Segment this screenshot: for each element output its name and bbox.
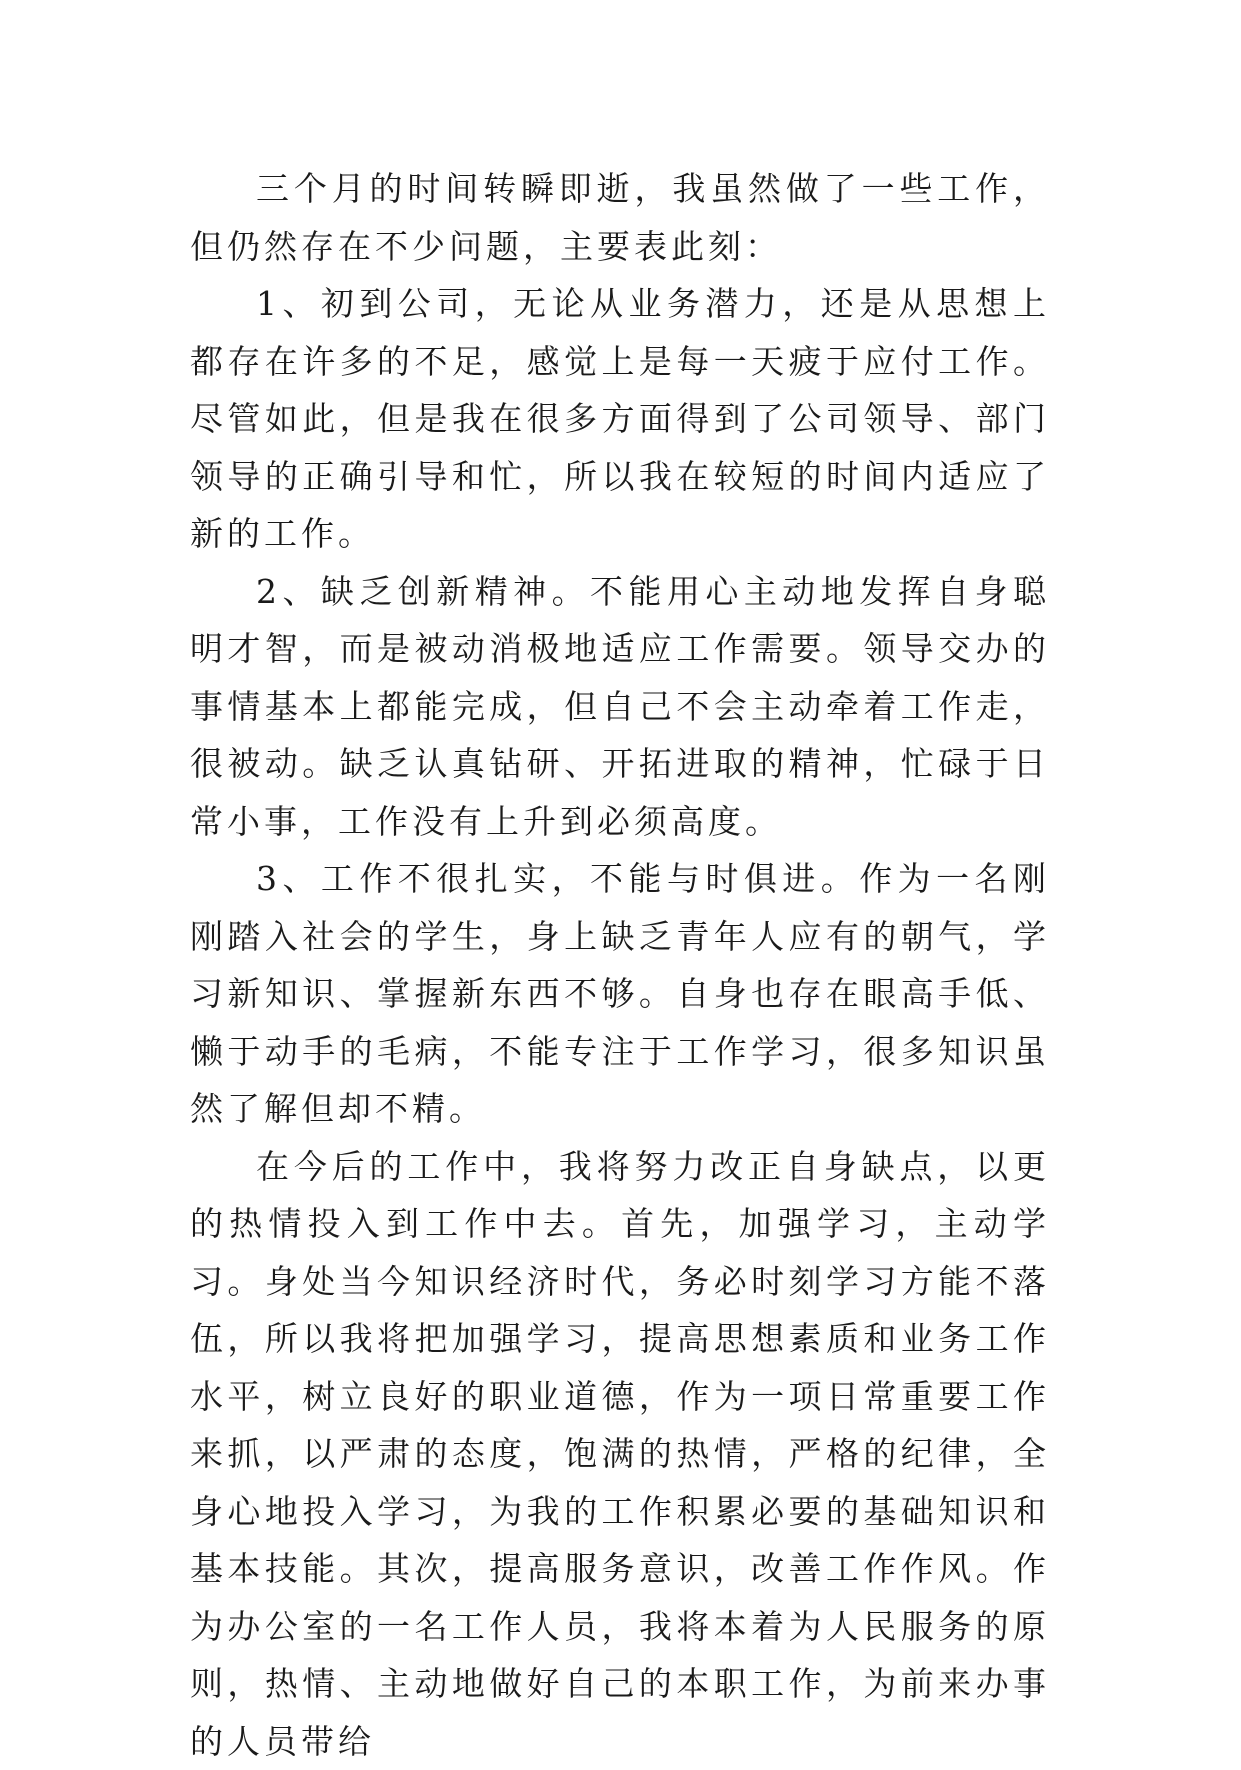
paragraph-plan: 在今后的工作中，我将努力改正自身缺点，以更的热情投入到工作中去。首先，加强学习，主动学习。身处当今知识经济时代，务必时刻学习方能不落伍，所以我将把加强学习，提高思想素质和业务工作水平，树立良好的职业道德，作为一项日常重要工作来抓，以严肃的态度，饱满的热情，严格的纪律，全身心地投入学习，为我的工作积累必要的基础知识和基本技能。其次，提高服务意识，改善工作作风。作为办公室的一名工作人员，我将本着为人民服务的原则，热情、主动地做好自己的本职工作，为前来办事的人员带给 <box>190 1138 1050 1770</box>
paragraph-point-3: 3、工作不很扎实，不能与时俱进。作为一名刚刚踏入社会的学生，身上缺乏青年人应有的朝气，学习新知识、掌握新东西不够。自身也存在眼高手低、懒于动手的毛病，不能专注于工作学习，很多知识虽然了解但却不精。 <box>190 850 1050 1138</box>
paragraph-point-2: 2、缺乏创新精神。不能用心主动地发挥自身聪明才智，而是被动消极地适应工作需要。领导交办的事情基本上都能完成，但自己不会主动牵着工作走，很被动。缺乏认真钻研、开拓进取的精神，忙碌于日常小事，工作没有上升到必须高度。 <box>190 563 1050 851</box>
paragraph-point-1: 1、初到公司，无论从业务潜力，还是从思想上都存在许多的不足，感觉上是每一天疲于应付工作。尽管如此，但是我在很多方面得到了公司领导、部门领导的正确引导和忙，所以我在较短的时间内适应了新的工作。 <box>190 275 1050 563</box>
document-body <box>190 160 1050 1770</box>
paragraph-intro: 三个月的时间转瞬即逝，我虽然做了一些工作，但仍然存在不少问题，主要表此刻： <box>190 160 1050 275</box>
